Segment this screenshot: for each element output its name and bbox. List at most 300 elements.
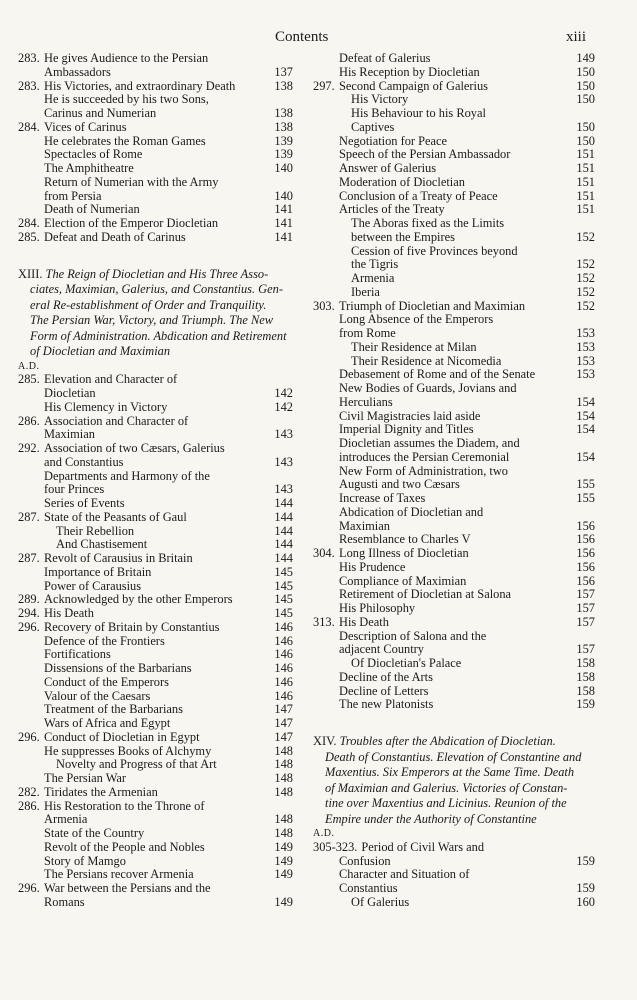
toc-entry: [313, 162, 595, 176]
toc-entry: [313, 841, 595, 855]
spacer: [18, 245, 293, 267]
entry-page-number: 157: [576, 587, 595, 602]
toc-entry: [313, 93, 595, 107]
toc-entry: [313, 66, 595, 80]
entry-text: [18, 470, 265, 484]
toc-entry: [18, 786, 293, 800]
entry-title: Recovery of Britain by Constantius: [44, 620, 220, 634]
toc-entry: [313, 698, 595, 712]
entry-title: Novelty and Progress of that Art: [56, 758, 217, 772]
entry-title: Retirement of Diocletian at Salona: [339, 588, 512, 602]
toc-entry: [18, 813, 293, 827]
entry-title: Description of Salona and the: [339, 629, 487, 643]
chapter-title-line: [18, 282, 293, 298]
toc-entry: [18, 66, 293, 80]
toc-list: [18, 52, 293, 245]
entry-title: four Princes: [44, 483, 105, 497]
entry-text: [18, 800, 265, 814]
toc-entry: [18, 868, 293, 882]
entry-text: [313, 107, 567, 121]
entry-page-number: 139: [274, 147, 293, 162]
entry-text: [18, 813, 265, 827]
entry-title: Maximian: [339, 519, 390, 533]
toc-entry: [18, 373, 293, 387]
entry-text: [18, 456, 265, 470]
entry-text: [18, 107, 265, 121]
entry-page-number: 154: [576, 422, 595, 437]
entry-text: [313, 410, 567, 424]
toc-entry: [18, 135, 293, 149]
toc-list: [313, 52, 595, 712]
toc-entry: [313, 190, 595, 204]
entry-page-number: 150: [576, 78, 595, 93]
entry-page-number: 143: [274, 454, 293, 469]
toc-entry: [313, 465, 595, 479]
toc-entry: [313, 245, 595, 259]
entry-title: Defeat of Galerius: [339, 52, 431, 65]
toc-entry: [18, 758, 293, 772]
entry-title: Long Absence of the Emperors: [339, 313, 494, 327]
entry-title: and Constantius: [44, 455, 124, 469]
toc-entry: [18, 401, 293, 415]
entry-page-number: 140: [274, 161, 293, 175]
entry-text: [313, 478, 567, 492]
entry-text: [313, 643, 567, 657]
toc-entry: [313, 382, 595, 396]
entry-page-number: 141: [274, 202, 293, 217]
entry-page-number: 153: [576, 367, 595, 382]
entry-text: [18, 401, 265, 415]
toc-entry: [313, 882, 595, 896]
entry-title: Importance of Britain: [44, 565, 152, 579]
entry-page-number: 148: [274, 743, 293, 758]
entry-text: [313, 217, 567, 231]
toc-entry: [18, 882, 293, 896]
entry-title: Captives: [351, 120, 395, 134]
entry-page-number: 154: [576, 408, 595, 423]
entry-text: [18, 190, 265, 204]
entry-text: [313, 52, 567, 66]
entry-text: [313, 882, 567, 896]
entry-page-number: 154: [576, 394, 595, 409]
chapter-title-line: [313, 734, 595, 750]
entry-title: Compliance of Maximian: [339, 574, 467, 588]
entry-title: Answer of Galerius: [339, 162, 437, 175]
toc-entry: [313, 643, 595, 657]
toc-entry: [313, 396, 595, 410]
entry-text: [313, 465, 567, 479]
entry-page-number: 144: [274, 523, 293, 538]
entry-text: [313, 286, 567, 300]
entry-text: [313, 245, 567, 259]
entry-text: [18, 635, 265, 649]
entry-title: Character and Situation of: [339, 868, 470, 882]
entry-text: [18, 731, 265, 745]
entry-title: Speech of the Persian Ambassador: [339, 148, 511, 162]
entry-page-number: 146: [274, 661, 293, 675]
entry-text: [18, 80, 265, 94]
entry-title: Power of Carausius: [44, 579, 142, 593]
entry-page-number: 144: [274, 537, 293, 552]
entry-text: [18, 841, 265, 855]
toc-entry: [18, 552, 293, 566]
chapter-title: Maxentius. Six Emperors at the Same Time. Death: [325, 765, 575, 779]
entry-title: Carinus and Numerian: [44, 107, 157, 120]
entry-page-number: 156: [576, 532, 595, 547]
entry-year: 303.: [313, 299, 335, 313]
entry-text: [313, 657, 567, 671]
entry-text: [313, 313, 567, 327]
entry-page-number: 156: [576, 559, 595, 574]
entry-text: [313, 300, 567, 314]
entry-title: Revolt of the People and Nobles: [44, 840, 205, 854]
entry-title: New Form of Administration, two: [339, 464, 508, 478]
entry-title: Departments and Harmony of the: [44, 469, 210, 483]
entry-title: the Tigris: [351, 258, 399, 272]
entry-title: from Rome: [339, 327, 396, 340]
toc-entry: [18, 593, 293, 607]
entry-title: Triumph of Diocletian and Maximian: [339, 299, 526, 313]
entry-text: [18, 855, 265, 869]
entry-text: [18, 648, 265, 662]
toc-entry: [313, 327, 595, 341]
toc-entry: [18, 538, 293, 552]
entry-text: [18, 593, 265, 607]
entry-year: 284.: [18, 120, 40, 134]
entry-text: [313, 685, 567, 699]
toc-entry: [18, 176, 293, 190]
entry-title: The new Platonists: [339, 698, 434, 712]
toc-entry: [18, 511, 293, 525]
entry-text: [18, 231, 265, 245]
entry-title: He suppresses Books of Alchymy: [44, 744, 212, 758]
entry-title: Resemblance to Charles V: [339, 533, 471, 547]
chapter-title: The Reign of Diocletian and His Three Asso-: [45, 266, 269, 281]
chapter-title-line: [18, 329, 293, 345]
toc-entry: [18, 635, 293, 649]
entry-year: 296.: [18, 882, 40, 895]
entry-text: [313, 368, 567, 382]
chapter-title: The Persian War, Victory, and Triumph. The New: [30, 313, 274, 327]
toc-entry: [18, 896, 293, 910]
toc-entry: [18, 148, 293, 162]
entry-title: Their Residence at Milan: [351, 340, 477, 354]
entry-title: Negotiation for Peace: [339, 134, 448, 148]
entry-text: [313, 423, 567, 437]
toc-entry: [313, 630, 595, 644]
entry-text: [313, 698, 567, 712]
entry-page-number: 146: [274, 688, 293, 703]
entry-page-number: 152: [576, 271, 595, 285]
chapter-heading: [313, 734, 595, 827]
entry-title: Their Rebellion: [56, 524, 135, 538]
entry-text: [313, 616, 567, 630]
toc-entry: [18, 428, 293, 442]
spacer: [313, 712, 595, 734]
toc-entry: [313, 437, 595, 451]
entry-text: [313, 327, 567, 341]
toc-entry: [313, 121, 595, 135]
toc-entry: [313, 575, 595, 589]
entry-title: Of Galerius: [351, 895, 410, 909]
chapter-title: Death of Constantius. Elevation of Constantine and: [325, 749, 582, 764]
entry-page-number: 146: [274, 633, 293, 648]
entry-page-number: 148: [274, 784, 293, 799]
entry-title: Romans: [44, 895, 85, 909]
entry-title: Conduct of the Emperors: [44, 675, 169, 689]
entry-page-number: 143: [274, 482, 293, 497]
toc-entry: [18, 497, 293, 511]
entry-text: [313, 162, 567, 176]
entry-title: Defence of the Frontiers: [44, 634, 165, 648]
entry-text: [313, 148, 567, 162]
entry-page-number: 148: [274, 826, 293, 840]
entry-page-number: 153: [576, 339, 595, 354]
entry-text: [18, 827, 265, 841]
entry-title: His Victory: [351, 93, 409, 107]
entry-page-number: 152: [576, 298, 595, 313]
toc-entry: [313, 313, 595, 327]
entry-page-number: 138: [274, 106, 293, 120]
left-column: [18, 52, 293, 910]
entry-title: Tiridates the Armenian: [44, 785, 158, 799]
entry-page-number: 149: [274, 853, 293, 868]
entry-text: [313, 547, 567, 561]
entry-text: [313, 841, 567, 855]
toc-entry: [18, 93, 293, 107]
entry-text: [313, 588, 567, 602]
entry-year: 287.: [18, 552, 40, 565]
entry-text: [313, 135, 567, 149]
entry-page-number: 158: [576, 669, 595, 684]
chapter-title-line: [313, 796, 595, 812]
toc-entry: [18, 676, 293, 690]
entry-title: His Victories, and extraordinary Death: [44, 79, 236, 93]
entry-page-number: 147: [274, 702, 293, 717]
toc-entry: [18, 827, 293, 841]
entry-page-number: 155: [576, 477, 595, 492]
chapter-title: of Maximian and Galerius. Victories of Constan-: [325, 780, 568, 795]
entry-text: [313, 66, 567, 80]
toc-entry: [313, 410, 595, 424]
entry-text: [18, 415, 265, 429]
entry-page-number: 143: [274, 427, 293, 442]
entry-text: [313, 575, 567, 589]
entry-page-number: 151: [576, 202, 595, 217]
toc-entry: [313, 258, 595, 272]
toc-entry: [313, 685, 595, 699]
entry-text: [18, 745, 265, 759]
entry-page-number: 150: [576, 133, 595, 148]
entry-page-number: 147: [274, 729, 293, 744]
toc-entry: [18, 621, 293, 635]
entry-title: Confusion: [339, 854, 391, 868]
entry-text: [313, 190, 567, 204]
chapter-title-line: [313, 781, 595, 797]
entry-page-number: 150: [576, 64, 595, 79]
toc-entry: [18, 855, 293, 869]
entry-title: His Restoration to the Throne of: [44, 799, 205, 813]
entry-title: Second Campaign of Galerius: [339, 79, 488, 93]
entry-title: Fortifications: [44, 648, 111, 662]
entry-title: Moderation of Diocletian: [339, 175, 465, 189]
entry-page-number: 142: [274, 386, 293, 400]
entry-text: [313, 630, 567, 644]
chapter-title: Troubles after the Abdication of Diocletian.: [339, 734, 556, 748]
toc-entry: [18, 483, 293, 497]
entry-page-number: 158: [576, 656, 595, 670]
entry-title: Debasement of Rome and of the Senate: [339, 368, 536, 382]
toc-entry: [18, 566, 293, 580]
entry-title: New Bodies of Guards, Jovians and: [339, 382, 517, 395]
chapter-heading: [18, 267, 293, 360]
toc-entry: [18, 580, 293, 594]
chapter-title-line: [18, 313, 293, 329]
entry-title: between the Empires: [351, 230, 455, 244]
chapter-title-line: [18, 298, 293, 314]
entry-page-number: 150: [576, 92, 595, 107]
entry-text: [18, 135, 265, 149]
entry-text: [18, 580, 265, 594]
entry-text: [18, 717, 265, 731]
entry-title: His Prudence: [339, 560, 406, 574]
toc-entry: [313, 896, 595, 910]
entry-year: 284.: [18, 217, 40, 230]
toc-entry: [313, 561, 595, 575]
toc-entry: [313, 602, 595, 616]
entry-page-number: 153: [576, 326, 595, 340]
entry-text: [313, 341, 567, 355]
toc-entry: [313, 451, 595, 465]
entry-year: 304.: [313, 547, 335, 560]
entry-title: Cession of five Provinces beyond: [351, 244, 518, 258]
entry-page-number: 160: [576, 894, 595, 909]
entry-title: introduces the Persian Ceremonial: [339, 450, 510, 464]
toc-entry: [313, 176, 595, 190]
entry-title: Valour of the Caesars: [44, 689, 151, 703]
toc-entry: [18, 745, 293, 759]
toc-entry: [18, 190, 293, 204]
entry-title: Story of Mamgo: [44, 854, 126, 868]
page-header: [0, 29, 637, 49]
toc-entry: [18, 442, 293, 456]
entry-title: Defeat and Death of Carinus: [44, 230, 186, 244]
chapter-title: of Diocletian and Maximian: [30, 344, 171, 358]
entry-page-number: 148: [274, 757, 293, 772]
toc-entry: [18, 525, 293, 539]
entry-title: Civil Magistracies laid aside: [339, 409, 481, 423]
entry-text: [313, 451, 567, 465]
toc-entry: [313, 355, 595, 369]
entry-text: [313, 231, 567, 245]
toc-entry: [313, 341, 595, 355]
entry-text: [313, 258, 567, 272]
toc-entry: [313, 135, 595, 149]
entry-title: War between the Persians and the: [44, 882, 211, 895]
entry-page-number: 138: [274, 119, 293, 134]
entry-page-number: 159: [576, 881, 595, 895]
entry-year: 282.: [18, 785, 40, 799]
entry-page-number: 151: [576, 188, 595, 203]
entry-title: Armenia: [44, 813, 88, 827]
toc-entry: [18, 648, 293, 662]
toc-entry: [313, 868, 595, 882]
toc-entry: [18, 841, 293, 855]
entry-title: from Persia: [44, 189, 102, 203]
toc-entry: [313, 478, 595, 492]
toc-entry: [313, 588, 595, 602]
toc-entry: [18, 387, 293, 401]
entry-title: Their Residence at Nicomedia: [351, 354, 502, 368]
chapter-title: Empire under the Authority of Constantine: [325, 811, 537, 826]
entry-title: Articles of the Treaty: [339, 203, 445, 217]
entry-year: 286.: [18, 799, 40, 813]
entry-text: [18, 66, 265, 80]
chapter-title-line: [18, 267, 293, 283]
entry-title: Death of Numerian: [44, 203, 140, 217]
entry-title: His Death: [44, 607, 94, 620]
entry-text: [313, 203, 567, 217]
entry-year: 292.: [18, 442, 40, 455]
entry-title: The Amphitheatre: [44, 162, 134, 175]
ad-label: A.D.: [18, 360, 40, 372]
entry-text: [313, 272, 567, 286]
toc-list: [18, 373, 293, 909]
entry-text: [18, 566, 265, 580]
entry-text: [313, 855, 567, 869]
entry-year: 285.: [18, 373, 40, 387]
entry-text: [313, 868, 567, 882]
toc-entry: [313, 616, 595, 630]
entry-text: [18, 52, 265, 66]
entry-text: [18, 662, 265, 676]
toc-entry: [18, 703, 293, 717]
entry-page-number: 141: [274, 216, 293, 230]
toc-entry: [18, 162, 293, 176]
entry-page-number: 157: [576, 614, 595, 629]
entry-text: [18, 868, 265, 882]
toc-entry: [313, 52, 595, 66]
entry-text: [313, 492, 567, 506]
entry-page-number: 146: [274, 619, 293, 634]
entry-title: The Persian War: [44, 772, 127, 785]
toc-entry: [18, 231, 293, 245]
entry-text: [313, 121, 567, 135]
entry-year: 297.: [313, 79, 335, 93]
entry-text: [18, 121, 265, 135]
entry-year: 286.: [18, 414, 40, 428]
entry-page-number: 158: [576, 683, 595, 698]
chapter-title: ciates, Maximian, Galerius, and Constantius. Gen-: [30, 282, 283, 296]
entry-page-number: 153: [576, 353, 595, 368]
entry-page-number: 151: [576, 161, 595, 175]
toc-entry: [313, 855, 595, 869]
right-column: [313, 52, 595, 910]
entry-text: [18, 896, 265, 910]
entry-year: 313.: [313, 615, 335, 629]
entry-text: [313, 506, 567, 520]
entry-text: [313, 382, 567, 396]
toc-entry: [313, 203, 595, 217]
entry-title: Revolt of Carausius in Britain: [44, 552, 193, 565]
entry-page-number: 144: [274, 496, 293, 510]
toc-entry: [313, 547, 595, 561]
toc-entry: [18, 52, 293, 66]
entry-title: Maximian: [44, 428, 95, 442]
entry-text: [18, 703, 265, 717]
entry-title: Treatment of the Barbarians: [44, 703, 183, 717]
entry-year: 285.: [18, 230, 40, 244]
